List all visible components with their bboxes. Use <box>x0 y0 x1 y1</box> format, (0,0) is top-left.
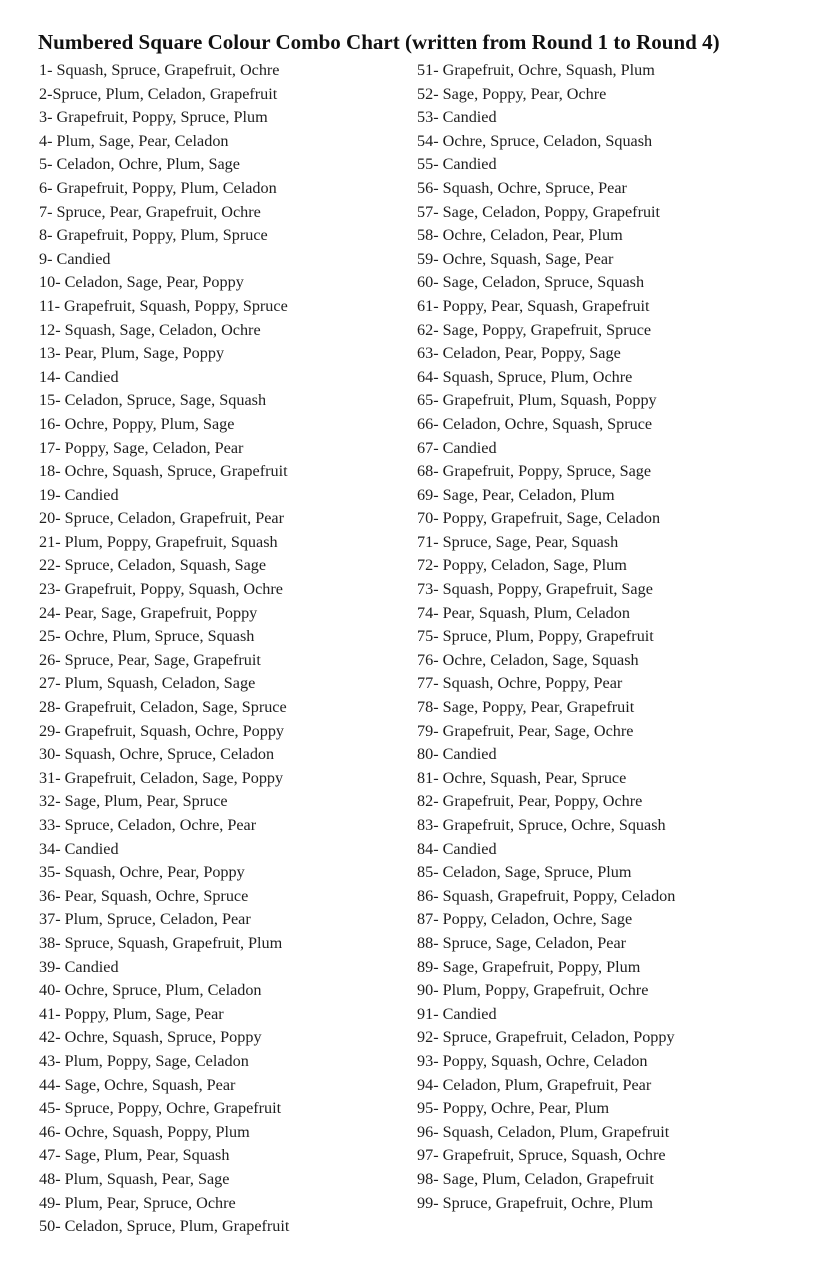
combo-list-item: 97- Grapefruit, Spruce, Squash, Ochre <box>417 1146 666 1165</box>
combo-list-item: 26- Spruce, Pear, Sage, Grapefruit <box>39 650 261 669</box>
combo-list-item: 31- Grapefruit, Celadon, Sage, Poppy <box>39 768 284 787</box>
combo-list-item: 59- Ochre, Squash, Sage, Pear <box>417 249 614 268</box>
combo-list-item: 90- Plum, Poppy, Grapefruit, Ochre <box>417 981 649 1000</box>
combo-list-item: 33- Spruce, Celadon, Ochre, Pear <box>39 816 257 834</box>
combo-list-item: 61- Poppy, Pear, Squash, Grapefruit <box>417 296 650 315</box>
combo-list-item: 43- Plum, Poppy, Sage, Celadon <box>39 1051 249 1070</box>
combo-list-item: 52- Sage, Poppy, Pear, Ochre <box>417 84 607 103</box>
combo-list-item: 21- Plum, Poppy, Grapefruit, Squash <box>39 532 278 551</box>
combo-list-item: 87- Poppy, Celadon, Ochre, Sage <box>417 910 633 929</box>
combo-list-item: 9- Candied <box>39 249 111 268</box>
combo-list-item: 86- Squash, Grapefruit, Poppy, Celadon <box>417 886 676 905</box>
combo-list-item: 80- Candied <box>417 745 497 764</box>
combo-list-item: 39- Candied <box>39 957 119 976</box>
combo-list-item: 92- Spruce, Grapefruit, Celadon, Poppy <box>417 1028 675 1047</box>
combo-list-item: 77- Squash, Ochre, Poppy, Pear <box>417 674 623 693</box>
combo-list-item: 63- Celadon, Pear, Poppy, Sage <box>417 344 621 363</box>
combo-list-item: 48- Plum, Squash, Pear, Sage <box>39 1169 230 1188</box>
combo-list-item: 47- Sage, Plum, Pear, Squash <box>39 1146 230 1165</box>
combo-list-item: 7- Spruce, Pear, Grapefruit, Ochre <box>39 202 261 221</box>
combo-list-item: 62- Sage, Poppy, Grapefruit, Spruce <box>417 320 652 339</box>
combo-list-item: 79- Grapefruit, Pear, Sage, Ochre <box>417 721 634 740</box>
combo-list-item: 84- Candied <box>417 839 497 858</box>
combo-list-item: 30- Squash, Ochre, Spruce, Celadon <box>39 745 275 764</box>
combo-list-item: 64- Squash, Spruce, Plum, Ochre <box>417 367 633 386</box>
combo-list-item: 29- Grapefruit, Squash, Ochre, Poppy <box>39 721 285 740</box>
combo-list-item: 88- Spruce, Sage, Celadon, Pear <box>417 933 627 952</box>
page-title: Numbered Square Colour Combo Chart (written from Round 1 to Round 4) <box>38 30 720 54</box>
combo-list-item: 71- Spruce, Sage, Pear, Squash <box>417 532 619 551</box>
left-column-list <box>39 59 289 1239</box>
combo-list-item: 51- Grapefruit, Ochre, Squash, Plum <box>417 61 655 79</box>
combo-list-item: 20- Spruce, Celadon, Grapefruit, Pear <box>39 509 284 528</box>
right-column-list <box>417 59 675 1215</box>
combo-list-item: 72- Poppy, Celadon, Sage, Plum <box>417 556 627 575</box>
combo-list-item: 6- Grapefruit, Poppy, Plum, Celadon <box>39 178 277 197</box>
combo-list-item: 19- Candied <box>39 485 119 504</box>
combo-list-item: 82- Grapefruit, Pear, Poppy, Ochre <box>417 792 643 811</box>
combo-list-item: 35- Squash, Ochre, Pear, Poppy <box>39 863 245 882</box>
combo-list-item: 94- Celadon, Plum, Grapefruit, Pear <box>417 1075 652 1094</box>
combo-list-item: 40- Ochre, Spruce, Plum, Celadon <box>39 981 262 1000</box>
combo-list-item: 89- Sage, Grapefruit, Poppy, Plum <box>417 957 641 976</box>
combo-list-item: 16- Ochre, Poppy, Plum, Sage <box>39 414 235 433</box>
combo-list-item: 98- Sage, Plum, Celadon, Grapefruit <box>417 1169 654 1188</box>
combo-list-item: 66- Celadon, Ochre, Squash, Spruce <box>417 414 653 433</box>
combo-list-item: 55- Candied <box>417 155 497 174</box>
combo-list-item: 12- Squash, Sage, Celadon, Ochre <box>39 320 261 339</box>
combo-list-item: 23- Grapefruit, Poppy, Squash, Ochre <box>39 580 283 599</box>
combo-list-item: 11- Grapefruit, Squash, Poppy, Spruce <box>39 296 288 315</box>
combo-list-item: 60- Sage, Celadon, Spruce, Squash <box>417 273 645 292</box>
combo-list-item: 73- Squash, Poppy, Grapefruit, Sage <box>417 580 653 599</box>
combo-list-item: 67- Candied <box>417 438 497 457</box>
combo-list-item: 58- Ochre, Celadon, Pear, Plum <box>417 226 623 245</box>
combo-list-item: 53- Candied <box>417 108 497 127</box>
combo-list-item: 91- Candied <box>417 1004 497 1023</box>
combo-list-item: 57- Sage, Celadon, Poppy, Grapefruit <box>417 202 661 221</box>
combo-list-item: 18- Ochre, Squash, Spruce, Grapefruit <box>39 462 288 481</box>
combo-list-item: 45- Spruce, Poppy, Ochre, Grapefruit <box>39 1099 282 1118</box>
combo-list-item: 17- Poppy, Sage, Celadon, Pear <box>39 438 244 457</box>
combo-list-item: 41- Poppy, Plum, Sage, Pear <box>39 1004 224 1023</box>
combo-list-item: 32- Sage, Plum, Pear, Spruce <box>39 792 228 811</box>
combo-list-item: 83- Grapefruit, Spruce, Ochre, Squash <box>417 816 666 834</box>
combo-list-item: 2-Spruce, Plum, Celadon, Grapefruit <box>39 84 278 103</box>
combo-list-item: 76- Ochre, Celadon, Sage, Squash <box>417 650 639 669</box>
combo-list-item: 54- Ochre, Spruce, Celadon, Squash <box>417 131 653 150</box>
combo-list-item: 1- Squash, Spruce, Grapefruit, Ochre <box>39 61 280 79</box>
combo-list-item: 99- Spruce, Grapefruit, Ochre, Plum <box>417 1193 653 1212</box>
combo-list-item: 70- Poppy, Grapefruit, Sage, Celadon <box>417 509 661 528</box>
combo-list-item: 74- Pear, Squash, Plum, Celadon <box>417 603 630 622</box>
combo-list-item: 28- Grapefruit, Celadon, Sage, Spruce <box>39 698 287 717</box>
combo-list-item: 15- Celadon, Spruce, Sage, Squash <box>39 391 267 410</box>
combo-list-item: 68- Grapefruit, Poppy, Spruce, Sage <box>417 462 652 481</box>
combo-list-item: 78- Sage, Poppy, Pear, Grapefruit <box>417 698 635 717</box>
combo-list-item: 34- Candied <box>39 839 119 858</box>
combo-list-item: 14- Candied <box>39 367 119 386</box>
combo-list-item: 46- Ochre, Squash, Poppy, Plum <box>39 1122 250 1141</box>
combo-list-item: 27- Plum, Squash, Celadon, Sage <box>39 674 256 693</box>
combo-list-item: 36- Pear, Squash, Ochre, Spruce <box>39 886 249 905</box>
combo-list-item: 44- Sage, Ochre, Squash, Pear <box>39 1075 236 1094</box>
combo-list-item: 5- Celadon, Ochre, Plum, Sage <box>39 155 240 174</box>
combo-list-item: 69- Sage, Pear, Celadon, Plum <box>417 485 615 504</box>
combo-list-item: 42- Ochre, Squash, Spruce, Poppy <box>39 1028 262 1047</box>
combo-list-item: 8- Grapefruit, Poppy, Plum, Spruce <box>39 226 268 245</box>
combo-list-item: 81- Ochre, Squash, Pear, Spruce <box>417 768 627 787</box>
combo-list-item: 25- Ochre, Plum, Spruce, Squash <box>39 627 255 646</box>
combo-list-item: 22- Spruce, Celadon, Squash, Sage <box>39 556 267 575</box>
combo-list-item: 85- Celadon, Sage, Spruce, Plum <box>417 863 632 882</box>
combo-list-item: 75- Spruce, Plum, Poppy, Grapefruit <box>417 627 654 646</box>
combo-list-item: 93- Poppy, Squash, Ochre, Celadon <box>417 1051 648 1070</box>
combo-list-item: 13- Pear, Plum, Sage, Poppy <box>39 344 225 363</box>
combo-list-item: 49- Plum, Pear, Spruce, Ochre <box>39 1193 236 1212</box>
combo-list-item: 95- Poppy, Ochre, Pear, Plum <box>417 1099 610 1118</box>
combo-list-item: 37- Plum, Spruce, Celadon, Pear <box>39 910 251 929</box>
combo-list-item: 65- Grapefruit, Plum, Squash, Poppy <box>417 391 657 410</box>
combo-list-item: 96- Squash, Celadon, Plum, Grapefruit <box>417 1122 670 1141</box>
combo-list-item: 24- Pear, Sage, Grapefruit, Poppy <box>39 603 258 622</box>
combo-list-item: 3- Grapefruit, Poppy, Spruce, Plum <box>39 108 268 127</box>
combo-list-item: 56- Squash, Ochre, Spruce, Pear <box>417 178 627 197</box>
combo-list-item: 38- Spruce, Squash, Grapefruit, Plum <box>39 933 283 952</box>
combo-list-item: 10- Celadon, Sage, Pear, Poppy <box>39 273 244 292</box>
combo-list-item: 4- Plum, Sage, Pear, Celadon <box>39 131 229 150</box>
combo-list-item: 50- Celadon, Spruce, Plum, Grapefruit <box>39 1217 290 1236</box>
